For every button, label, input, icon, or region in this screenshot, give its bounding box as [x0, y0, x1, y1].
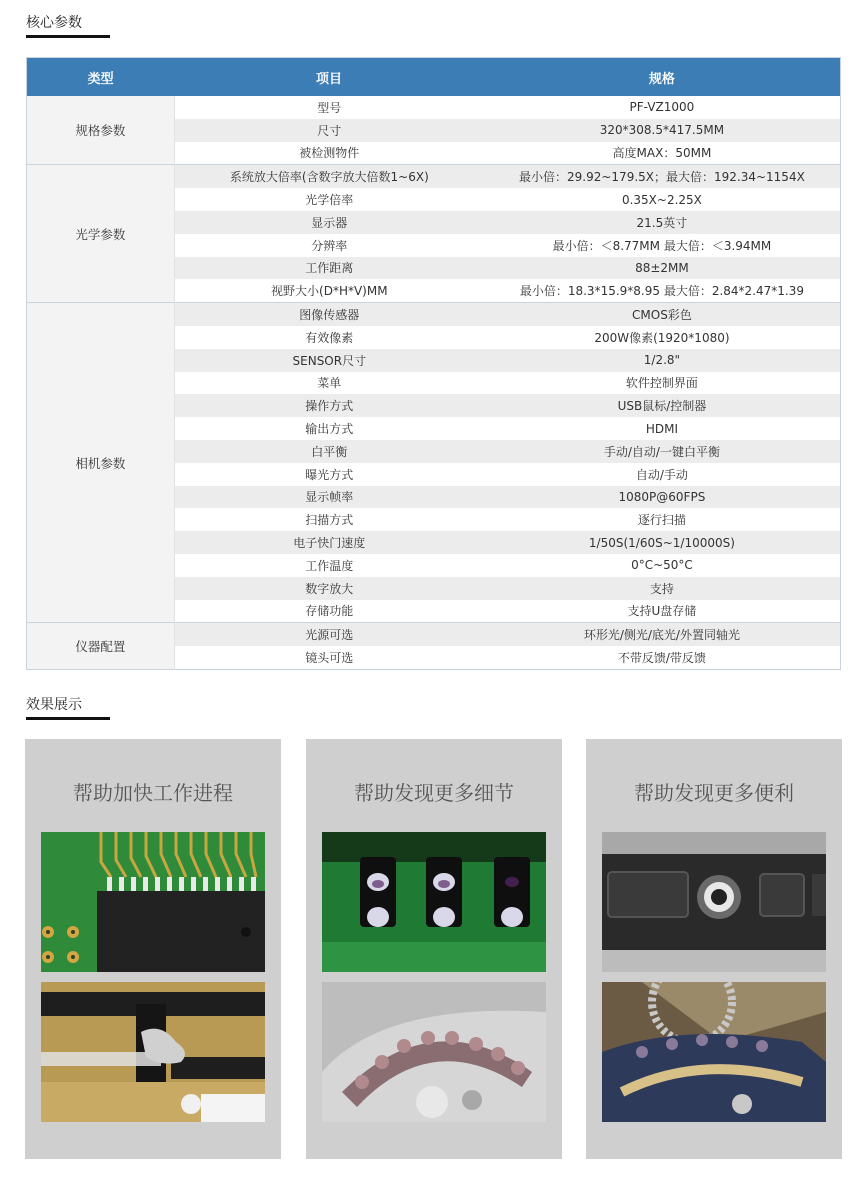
- item-cell: 工作距离: [174, 257, 484, 280]
- spec-cell: 软件控制界面: [484, 372, 841, 395]
- core-params-underline: [26, 35, 110, 38]
- spec-cell: 不带反馈/带反馈: [484, 646, 841, 669]
- table-row: [27, 165, 841, 188]
- panel-title-1: 帮助加快工作进程: [73, 781, 233, 805]
- item-cell: 视野大小(D*H*V)MM: [174, 279, 484, 302]
- item-cell: 尺寸: [174, 119, 484, 142]
- item-cell: 光学倍率: [174, 188, 484, 211]
- item-cell: 分辨率: [174, 234, 484, 257]
- spec-cell: 320*308.5*417.5MM: [484, 119, 841, 142]
- spec-cell: 0°C~50°C: [484, 554, 841, 577]
- spec-cell: 手动/自动/一键白平衡: [484, 440, 841, 463]
- item-cell: 输出方式: [174, 417, 484, 440]
- category-cell: 规格参数: [27, 96, 175, 165]
- spec-cell: CMOS彩色: [484, 303, 841, 326]
- spec-cell: 最小倍：＜8.77MM 最大倍：＜3.94MM: [484, 234, 841, 257]
- solder-pads-photo: [322, 832, 546, 972]
- spec-cell: 21.5英寸: [484, 211, 841, 234]
- table-row: [27, 623, 841, 646]
- gear-photo: [322, 982, 546, 1122]
- spec-cell: 高度MAX：50MM: [484, 142, 841, 165]
- spec-cell: 1/50S(1/60S~1/10000S): [484, 531, 841, 554]
- spec-cell: 自动/手动: [484, 463, 841, 486]
- item-cell: 扫描方式: [174, 508, 484, 531]
- item-cell: 菜单: [174, 372, 484, 395]
- header-type: 类型: [27, 58, 175, 97]
- item-cell: 存储功能: [174, 600, 484, 623]
- item-cell: 镜头可选: [174, 646, 484, 669]
- table-row: [27, 96, 841, 119]
- spec-cell: USB鼠标/控制器: [484, 394, 841, 417]
- item-cell: 图像传感器: [174, 303, 484, 326]
- item-cell: 型号: [174, 96, 484, 119]
- spec-cell: 最小倍：18.3*15.9*8.95 最大倍：2.84*2.47*1.39: [484, 279, 841, 302]
- panel-title-3: 帮助发现更多便利: [634, 781, 794, 805]
- item-cell: 电子快门速度: [174, 531, 484, 554]
- item-cell: SENSOR尺寸: [174, 349, 484, 372]
- pcb-chip-photo: [41, 832, 265, 972]
- effect-panel-1: [25, 739, 281, 1159]
- item-cell: 工作温度: [174, 554, 484, 577]
- effect-panel-3: [586, 739, 842, 1159]
- table-row: [27, 303, 841, 326]
- spec-cell: 环形光/侧光/底光/外置同轴光: [484, 623, 841, 646]
- effects-underline: [26, 717, 110, 720]
- table-header-row: [27, 58, 841, 97]
- spec-cell: 1080P@60FPS: [484, 486, 841, 509]
- item-cell: 有效像素: [174, 326, 484, 349]
- spec-cell: 逐行扫描: [484, 508, 841, 531]
- pcb-solder-photo: [41, 982, 265, 1122]
- spec-cell: 支持: [484, 577, 841, 600]
- spec-cell: HDMI: [484, 417, 841, 440]
- category-cell: 光学参数: [27, 165, 175, 303]
- category-cell: 相机参数: [27, 303, 175, 623]
- item-cell: 数字放大: [174, 577, 484, 600]
- spec-cell: 88±2MM: [484, 257, 841, 280]
- item-cell: 显示帧率: [174, 486, 484, 509]
- spec-cell: 0.35X~2.25X: [484, 188, 841, 211]
- category-cell: 仪器配置: [27, 623, 175, 670]
- spec-cell: 最小倍：29.92~179.5X；最大倍：192.34~1154X: [484, 165, 841, 188]
- header-spec: 规格: [484, 58, 841, 97]
- watch-gear-photo: [602, 982, 826, 1122]
- spec-cell: PF-VZ1000: [484, 96, 841, 119]
- item-cell: 被检测物件: [174, 142, 484, 165]
- spec-cell: 200W像素(1920*1080): [484, 326, 841, 349]
- item-cell: 系统放大倍率(含数字放大倍数1~6X): [174, 165, 484, 188]
- core-params-title: 核心参数: [26, 15, 82, 31]
- spec-cell: 支持U盘存储: [484, 600, 841, 623]
- item-cell: 光源可选: [174, 623, 484, 646]
- item-cell: 白平衡: [174, 440, 484, 463]
- item-cell: 曝光方式: [174, 463, 484, 486]
- panel-title-2: 帮助发现更多细节: [354, 781, 514, 805]
- header-item: 项目: [174, 58, 484, 97]
- item-cell: 操作方式: [174, 394, 484, 417]
- spec-table: [26, 57, 841, 670]
- item-cell: 显示器: [174, 211, 484, 234]
- effects-title: 效果展示: [26, 697, 82, 713]
- effect-panel-2: [306, 739, 562, 1159]
- connector-port-photo: [602, 832, 826, 972]
- spec-cell: 1/2.8": [484, 349, 841, 372]
